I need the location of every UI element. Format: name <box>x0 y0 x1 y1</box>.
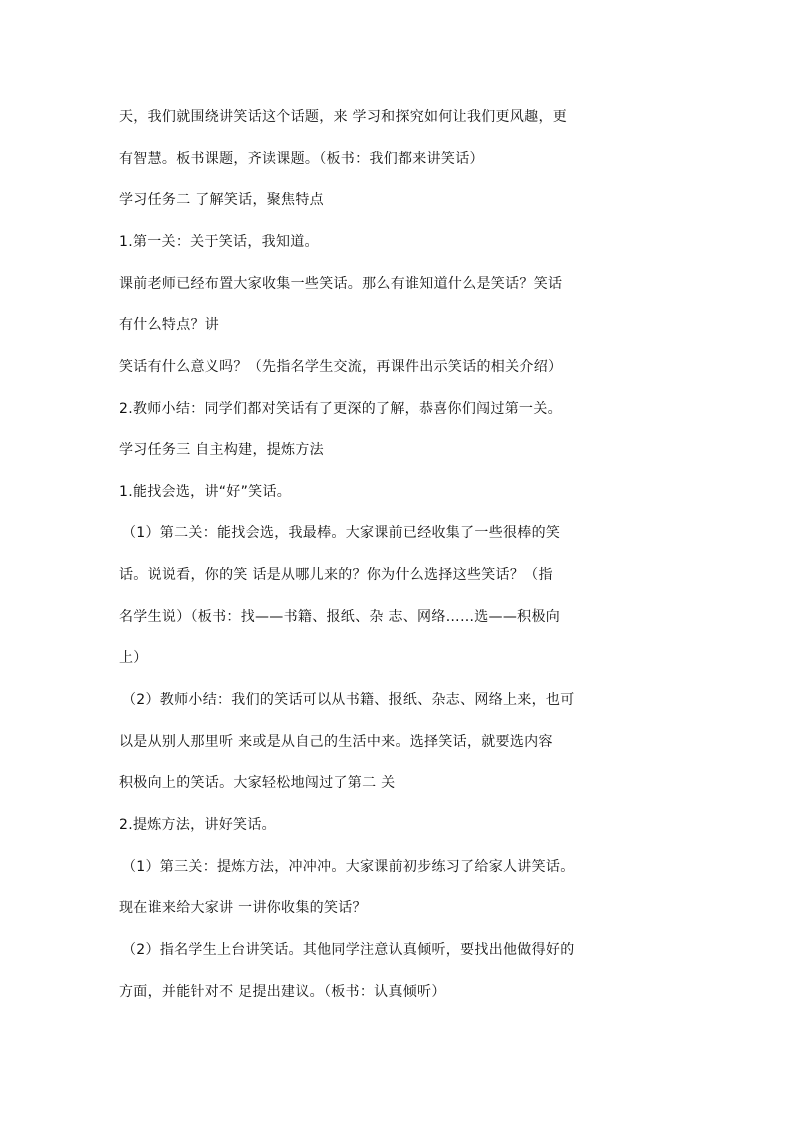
text-line: 积极向上的笑话。大家轻松地闯过了第二 关 <box>119 775 396 791</box>
text-line: （1）第三关：提炼方法，冲冲冲。大家课前初步练习了给家人讲笑话。 <box>122 859 575 875</box>
text-line: 以是从别人那里听 来或是从自己的生活中来。选择笑话，就要选内容 <box>119 734 553 750</box>
text-line: 上） <box>119 650 148 666</box>
text-line: 话。说说看，你的笑 话是从哪儿来的？你为什么选择这些笑话？（指 <box>119 567 553 583</box>
text-line: 笑话有什么意义吗？（先指名学生交流，再课件出示笑话的相关介绍） <box>119 359 563 375</box>
text-line: 2.教师小结：同学们都对笑话有了更深的了解，恭喜你们闯过第一关。 <box>119 401 562 417</box>
text-line: （2）指名学生上台讲笑话。其他同学注意认真倾听，要找出他做得好的 <box>122 942 575 958</box>
section-heading: 学习任务二 了解笑话，聚焦特点 <box>119 192 324 208</box>
text-line: 课前老师已经布置大家收集一些笑话。那么有谁知道什么是笑话？笑话 <box>119 276 563 292</box>
text-line: 1.第一关：关于笑话，我知道。 <box>119 234 319 250</box>
text-line: 方面，并能针对不 足提出建议。（板书：认真倾听） <box>119 984 446 1000</box>
text-line: （2）教师小结：我们的笑话可以从书籍、报纸、杂志、网络上来，也可 <box>122 692 575 708</box>
text-line: 有智慧。板书课题，齐读课题。（板书：我们都来讲笑话） <box>119 151 484 167</box>
text-line: 有什么特点？讲 <box>119 317 220 333</box>
section-heading: 学习任务三 自主构建，提炼方法 <box>119 442 324 458</box>
text-line: 名学生说）（板书：找——书籍、报纸、杂 志、网络……选——积极向 <box>119 609 561 625</box>
text-line: 1.能找会选，讲“好”笑话。 <box>119 484 292 500</box>
text-line: 2.提炼方法，讲好笑话。 <box>119 817 276 833</box>
text-line: （1）第二关：能找会选，我最棒。大家课前已经收集了一些很棒的笑 <box>122 525 561 541</box>
text-line: 天，我们就围绕讲笑话这个话题，来 学习和探究如何让我们更风趣，更 <box>119 109 568 125</box>
text-line: 现在谁来给大家讲 一讲你收集的笑话？ <box>119 900 367 916</box>
